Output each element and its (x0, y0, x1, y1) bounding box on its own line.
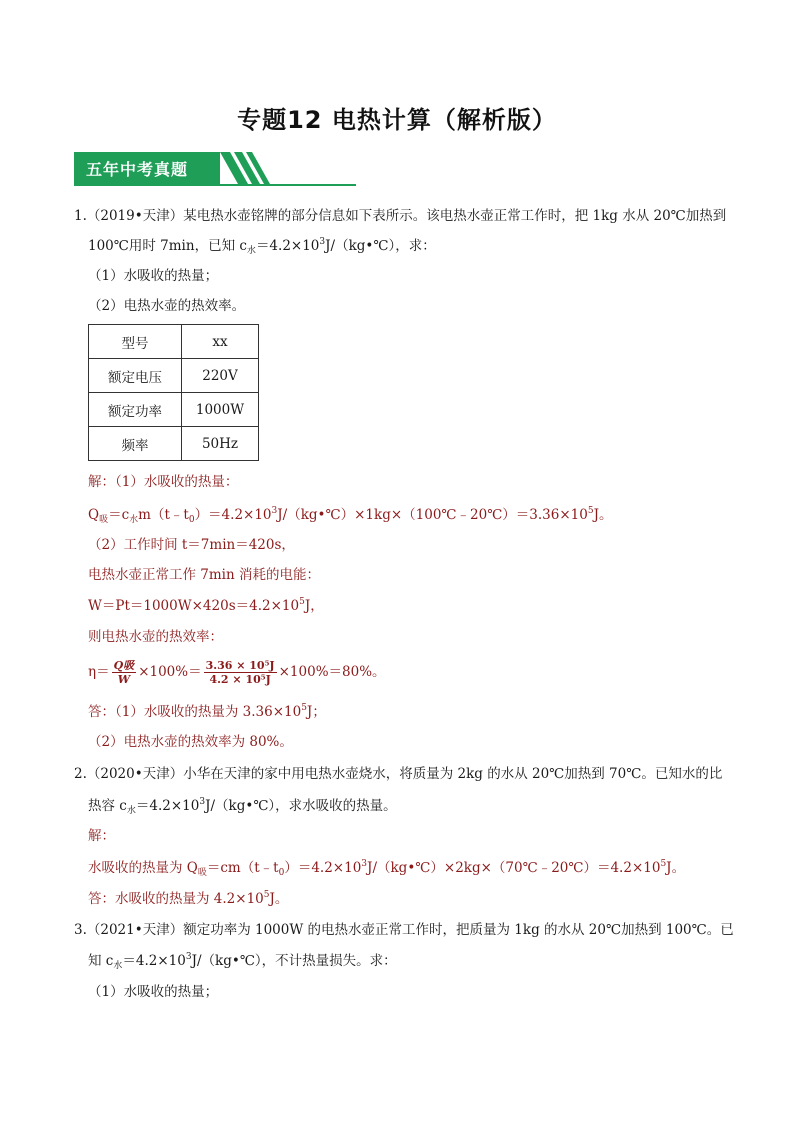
q2-answer: 答：水吸收的热量为 $4.2\times 10^5J$。 (88, 890, 289, 907)
table-cell: 额定功率 (89, 393, 182, 427)
table-row (89, 359, 259, 393)
table-cell: 220V (182, 359, 259, 393)
table-cell: 型号 (89, 325, 182, 359)
table-row (89, 427, 259, 461)
table-cell: 50Hz (182, 427, 259, 461)
q1-line2: 100℃用时 7min，已知 $c_水=4.2\times 10^3J/(kg•℃)$，求： (88, 237, 436, 256)
q3-line1: 3.（2021•天津）额定功率为 1000W 的电热水壶正常工作时，把质量为 1kg 的水从 20℃加热到 100℃。已 (74, 922, 734, 938)
banner-label: 五年中考真题 (86, 160, 189, 179)
q1-part2: （2）电热水壶的热效率。 (88, 298, 246, 314)
q1-solution-energy: $W=Pt=1000W\times 420s=4.2\times 10^5J$， (88, 597, 324, 614)
spec-table (88, 324, 259, 461)
table-cell: xx (182, 325, 259, 359)
q2-solution: 水吸收的热量为 $Q_吸=cm(t﹣t_0)=4.2\times 10^3J/(kg•℃)\times 2kg\times(70℃﹣20℃)=4.2\times 10^5J$。 (88, 859, 686, 878)
q2-solution-head: 解： (88, 828, 115, 844)
table-row (89, 393, 259, 427)
table-cell: 1000W (182, 393, 259, 427)
fraction: $\frac{\text{3.36 × 10⁵J}}{\text{4.2 × 10⁵J}}$ (205, 659, 275, 686)
q1-answer2: （2）电热水壶的热效率为 80%。 (88, 734, 293, 750)
banner-underline (74, 184, 356, 186)
fraction: $\frac{\text{Q吸}}{W}$ (113, 659, 135, 686)
page-title: 专题12 电热计算（解析版） (237, 106, 557, 134)
table-cell: 额定电压 (89, 359, 182, 393)
q2-line2: 热容 $c_水=4.2\times 10^3J/(kg•℃)$，求水吸收的热量。 (88, 797, 397, 816)
q3-line2: 知 $c_水=4.2\times 10^3J/(kg•℃)$，不计热量损失。求： (88, 952, 397, 971)
q1-line1: 1.（2019•天津）某电热水壶铭牌的部分信息如下表所示。该电热水壶正常工作时，把 1kg 水从 20℃加热到 (74, 208, 727, 224)
table-row (89, 325, 259, 359)
q3-part1: （1）水吸收的热量； (88, 984, 219, 1000)
q1-solution-head: 解：（1）水吸收的热量： (88, 474, 239, 490)
banner-box (74, 152, 220, 184)
q1-part1: （1）水吸收的热量； (88, 268, 219, 284)
q1-solution-energy-head: 电热水壶正常工作 7min 消耗的电能： (88, 567, 320, 583)
table-cell: 频率 (89, 427, 182, 461)
q1-solution-heat: $Q_吸=c_水m(t﹣t_0)=4.2\times 10^3J/(kg•℃)\times 1kg\times(100℃﹣20℃)=3.36\times 10^5J$。 (88, 506, 613, 525)
q1-solution-eta-formula: η＝ $\frac{\text{Q吸}}{W}$ ×100%＝ $\frac{\text{3.36 × 10⁵J}}{\text{4.2 × 10⁵J}}$ ×100%＝80%。 (88, 659, 386, 686)
q1-solution-eta-head: 则电热水壶的热效率： (88, 629, 223, 645)
q1-solution-time: （2）工作时间 t＝7min＝420s， (88, 537, 295, 553)
q1-answer1: 答：（1）水吸收的热量为 $3.36\times 10^5J$； (88, 703, 326, 720)
banner-stripes-icon (220, 152, 330, 184)
q2-line1: 2.（2020•天津）小华在天津的家中用电热水壶烧水，将质量为 2kg 的水从 20℃加热到 70℃。已知水的比 (74, 766, 723, 782)
section-banner (74, 152, 356, 188)
